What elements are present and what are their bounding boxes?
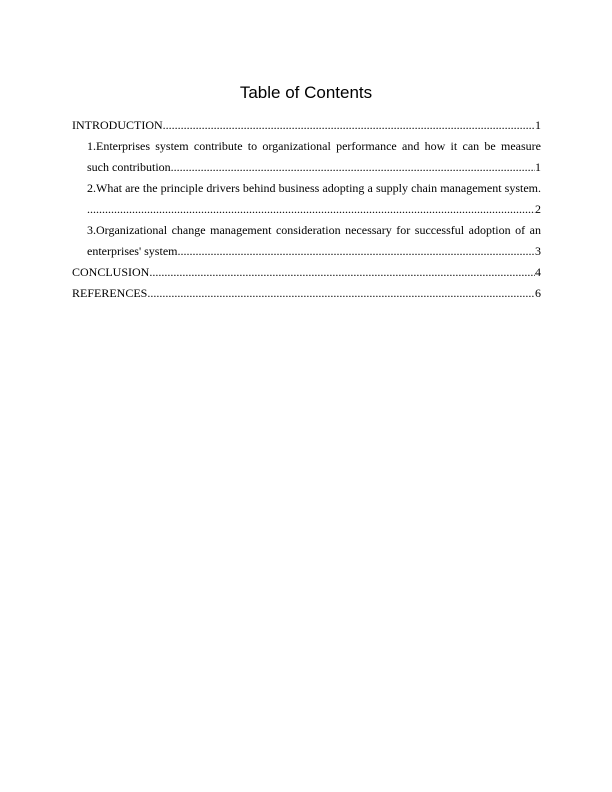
toc-entry-label: 3.Organizational change management consideration necessary for successful adoption of an — [87, 223, 541, 237]
dot-leader — [147, 283, 535, 304]
toc-entry-label: 2.What are the principle drivers behind business adopting a supply chain management system. — [87, 181, 541, 195]
dot-leader — [163, 115, 535, 136]
dot-leader — [177, 241, 535, 262]
toc-entry-label: REFERENCES — [72, 286, 148, 300]
toc-entry-references[interactable] — [72, 283, 541, 304]
toc-entry-label: CONCLUSION — [72, 265, 150, 279]
dot-leader — [87, 199, 535, 220]
toc-page-number: 1 — [535, 118, 541, 132]
toc-entry-conclusion[interactable] — [72, 262, 541, 283]
toc-entry-label: INTRODUCTION — [72, 118, 163, 132]
toc-entry-label: 1.Enterprises system contribute to organizational performance and how it can be measure — [87, 139, 541, 153]
toc-entry-section-3[interactable] — [72, 220, 541, 262]
toc-entry-section-2[interactable] — [72, 178, 541, 220]
table-of-contents — [72, 115, 541, 304]
dot-leader — [171, 157, 535, 178]
toc-entry-label-continued: such contribution — [87, 160, 171, 174]
toc-entry-section-1[interactable] — [72, 136, 541, 178]
toc-entry-introduction[interactable] — [72, 115, 541, 136]
dot-leader — [149, 262, 535, 283]
toc-page-number: 4 — [535, 265, 541, 279]
toc-page-number: 2 — [535, 202, 541, 216]
toc-page-number: 1 — [535, 160, 541, 174]
toc-entry-label-continued: enterprises' system — [87, 244, 178, 258]
toc-page-number: 6 — [535, 286, 541, 300]
toc-page-number: 3 — [535, 244, 541, 258]
page-title: Table of Contents — [239, 83, 373, 102]
